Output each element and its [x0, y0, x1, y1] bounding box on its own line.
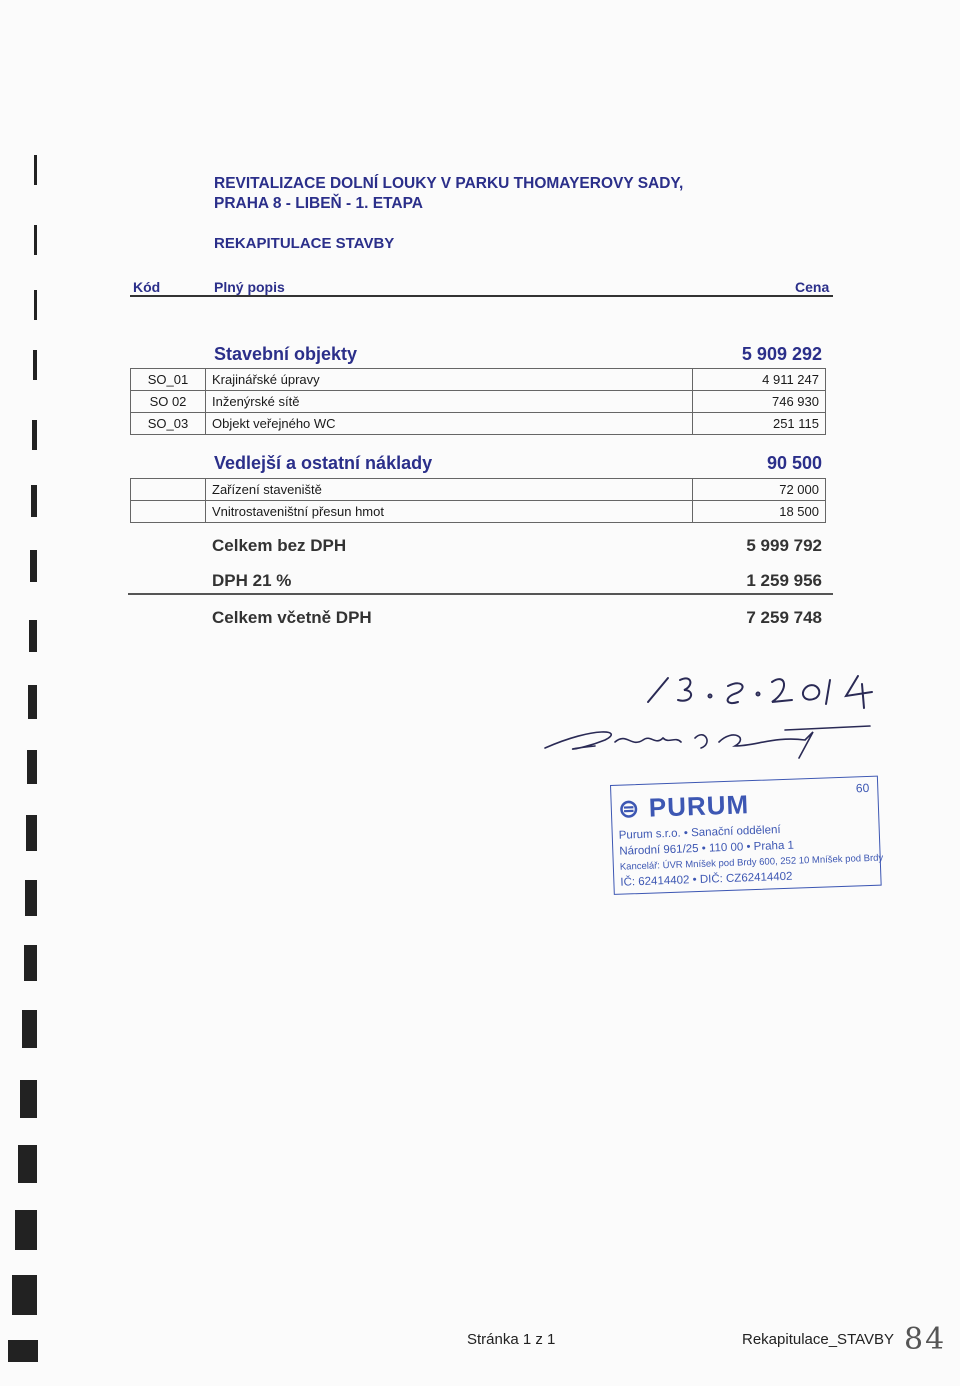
table-vedlejsi-naklady	[130, 478, 826, 523]
handwritten-page-number: 84	[904, 1322, 947, 1357]
stamp-line-2: Národní 961/25 • 110 00 • Praha 1	[619, 839, 795, 858]
table-row	[131, 391, 826, 413]
company-stamp	[610, 776, 882, 895]
title-line-2: PRAHA 8 - LIBEŇ - 1. ETAPA	[214, 195, 423, 212]
table-stavebni-objekty	[130, 368, 826, 435]
stamp-line-4: IČ: 62414402 • DIČ: CZ62414402	[620, 870, 793, 889]
item-price: 72 000	[693, 479, 826, 501]
stamp-line-3: Kancelář: ÚVR Mníšek pod Brdy 600, 252 10 Mníšek pod Brdy	[619, 852, 884, 873]
total-value: 7 259 748	[746, 608, 822, 627]
item-code: SO_01	[131, 369, 206, 391]
item-code: SO 02	[131, 391, 206, 413]
signature	[535, 718, 875, 768]
purum-logo-icon: ⊜	[617, 792, 642, 824]
item-description: Objekt veřejného WC	[206, 413, 693, 435]
item-description: Zařízení staveniště	[206, 479, 693, 501]
subtotal-label: Celkem bez DPH	[212, 536, 347, 555]
item-description: Krajinářské úpravy	[206, 369, 693, 391]
handwritten-date	[640, 660, 890, 720]
total-label: Celkem včetně DPH	[212, 608, 372, 627]
table-row	[131, 413, 826, 435]
section-title-vedlejsi-naklady: Vedlejší a ostatní náklady	[214, 453, 433, 473]
section-total-stavebni-objekty: 5 909 292	[741, 344, 822, 364]
stamp-logo: ⊜ PURUM	[617, 789, 750, 824]
section-title-stavebni-objekty: Stavební objekty	[214, 344, 358, 364]
document-subtitle: REKAPITULACE STAVBY	[214, 235, 395, 252]
header-code: Kód	[133, 279, 161, 295]
section-total-vedlejsi-naklady: 90 500	[766, 453, 822, 473]
binder-marks	[0, 0, 40, 1386]
item-description: Inženýrské sítě	[206, 391, 693, 413]
vat-label: DPH 21 %	[212, 571, 292, 590]
table-row	[131, 501, 826, 523]
header-rule	[130, 295, 833, 297]
stamp-line-1: Purum s.r.o. • Sanační oddělení	[618, 824, 781, 842]
footer-sheet: Rekapitulace_STAVBY	[742, 1331, 895, 1348]
header-price: Cena	[795, 279, 830, 295]
item-price: 18 500	[693, 501, 826, 523]
document-title	[214, 174, 683, 214]
vat-value: 1 259 956	[746, 571, 822, 590]
item-code	[131, 501, 206, 523]
footer-page: Stránka 1 z 1	[467, 1331, 556, 1348]
item-code: SO_03	[131, 413, 206, 435]
stamp-number: 60	[855, 780, 870, 796]
item-price: 251 115	[693, 413, 826, 435]
summary-rule	[128, 593, 833, 595]
subtotal-value: 5 999 792	[746, 536, 822, 555]
item-description: Vnitrostaveništní přesun hmot	[206, 501, 693, 523]
title-line-1: REVITALIZACE DOLNÍ LOUKY V PARKU THOMAYEROVY SADY,	[214, 175, 684, 192]
table-row	[131, 369, 826, 391]
header-description: Plný popis	[214, 279, 285, 295]
item-price: 746 930	[693, 391, 826, 413]
table-row	[131, 479, 826, 501]
item-price: 4 911 247	[693, 369, 826, 391]
item-code	[131, 479, 206, 501]
